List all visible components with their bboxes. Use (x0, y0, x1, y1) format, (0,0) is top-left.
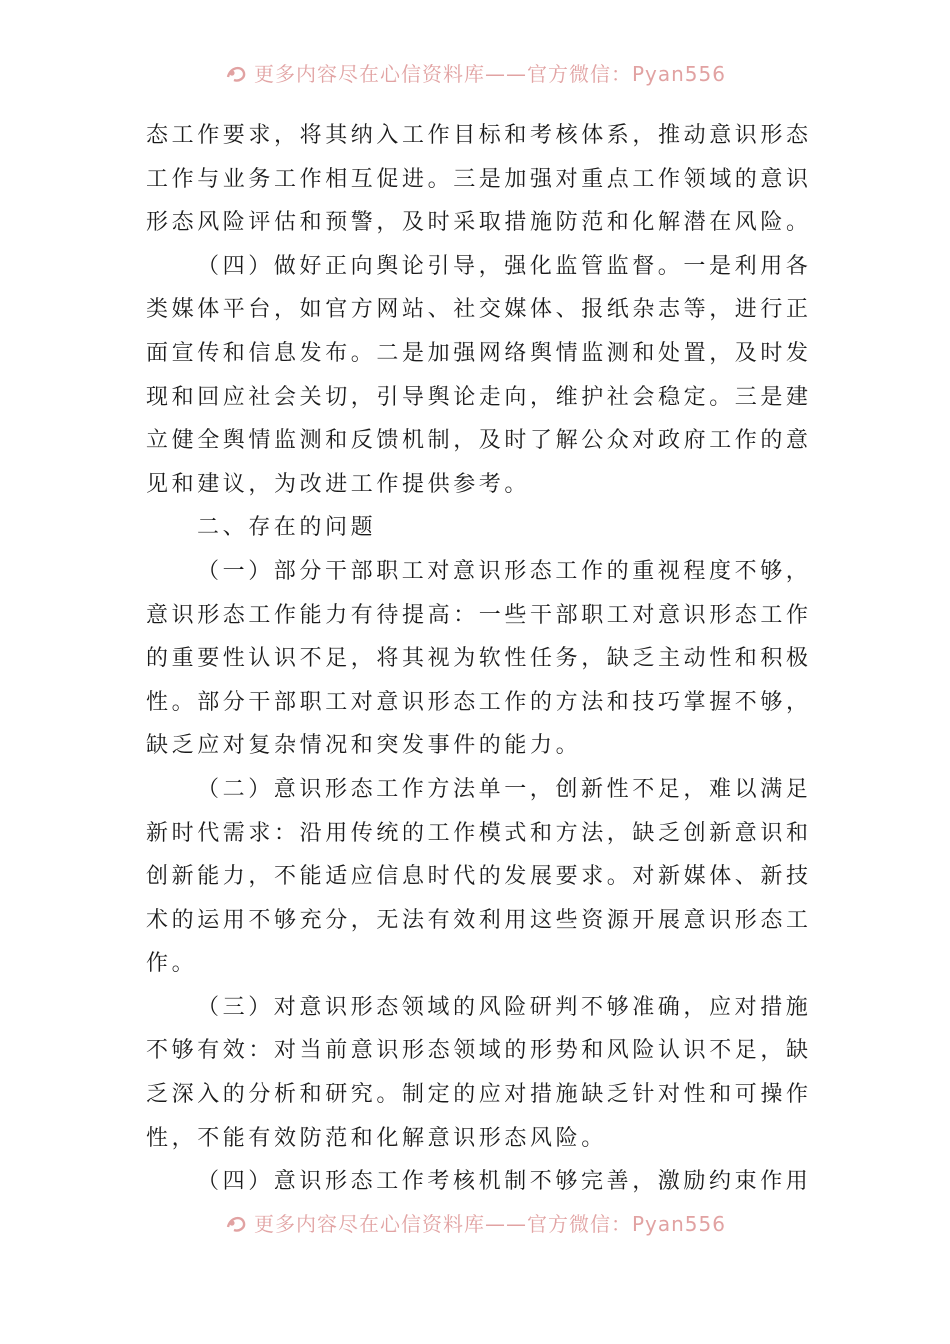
text-line: 面宣传和信息发布。二是加强网络舆情监测和处置，及时发 (146, 340, 812, 366)
text-line: （二）意识形态工作方法单一，创新性不足，难以满足 (197, 776, 812, 802)
watermark-text: 更多内容尽在心信资料库——官方微信：Pyan556 (253, 62, 726, 86)
text-line: 乏深入的分析和研究。制定的应对措施缺乏针对性和可操作 (146, 1082, 812, 1108)
text-line: 工作与业务工作相互促进。三是加强对重点工作领域的意识 (146, 166, 812, 192)
text-line: （一）部分干部职工对意识形态工作的重视程度不够， (197, 558, 812, 584)
paragraph (146, 245, 810, 507)
text-line: 意识形态工作能力有待提高：一些干部职工对意识形态工作 (146, 602, 812, 628)
text-line: （四）意识形态工作考核机制不够完善，激励约束作用 (197, 1169, 812, 1195)
watermark-text: 更多内容尽在心信资料库——官方微信：Pyan556 (253, 1212, 726, 1236)
text-line: 二、存在的问题 (197, 515, 377, 541)
logo-icon (224, 1213, 248, 1235)
paragraph (146, 768, 810, 986)
paragraph (146, 986, 810, 1160)
text-line: 性。部分干部职工对意识形态工作的方法和技巧掌握不够， (146, 689, 812, 715)
paragraph (146, 114, 810, 245)
watermark-footer (0, 1208, 950, 1237)
text-line: 作。 (146, 951, 198, 977)
paragraph (146, 550, 810, 768)
watermark-header (0, 58, 950, 87)
text-line: 性，不能有效防范和化解意识形态风险。 (146, 1125, 607, 1151)
text-line: 新时代需求：沿用传统的工作模式和方法，缺乏创新意识和 (146, 820, 812, 846)
paragraph (146, 1160, 810, 1204)
text-line: 不够有效：对当前意识形态领域的形势和风险认识不足，缺 (146, 1038, 812, 1064)
text-line: 见和建议，为改进工作提供参考。 (146, 471, 531, 497)
logo-icon (224, 63, 248, 85)
text-line: 缺乏应对复杂情况和突发事件的能力。 (146, 733, 582, 759)
text-line: 态工作要求，将其纳入工作目标和考核体系，推动意识形态 (146, 123, 812, 148)
text-line: 创新能力，不能适应信息时代的发展要求。对新媒体、新技 (146, 864, 812, 890)
text-line: （四）做好正向舆论引导，强化监管监督。一是利用各 (197, 253, 812, 279)
text-line: 立健全舆情监测和反馈机制，及时了解公众对政府工作的意 (146, 428, 812, 454)
section-heading (146, 506, 810, 550)
document-body (146, 114, 810, 1204)
text-line: 类媒体平台，如官方网站、社交媒体、报纸杂志等，进行正 (146, 297, 812, 323)
text-line: 术的运用不够充分，无法有效利用这些资源开展意识形态工 (146, 907, 812, 933)
text-line: 现和回应社会关切，引导舆论走向，维护社会稳定。三是建 (146, 384, 812, 410)
text-line: 的重要性认识不足，将其视为软性任务，缺乏主动性和积极 (146, 646, 812, 672)
text-line: （三）对意识形态领域的风险研判不够准确，应对措施 (197, 994, 812, 1020)
text-line: 形态风险评估和预警，及时采取措施防范和化解潜在风险。 (146, 210, 812, 236)
